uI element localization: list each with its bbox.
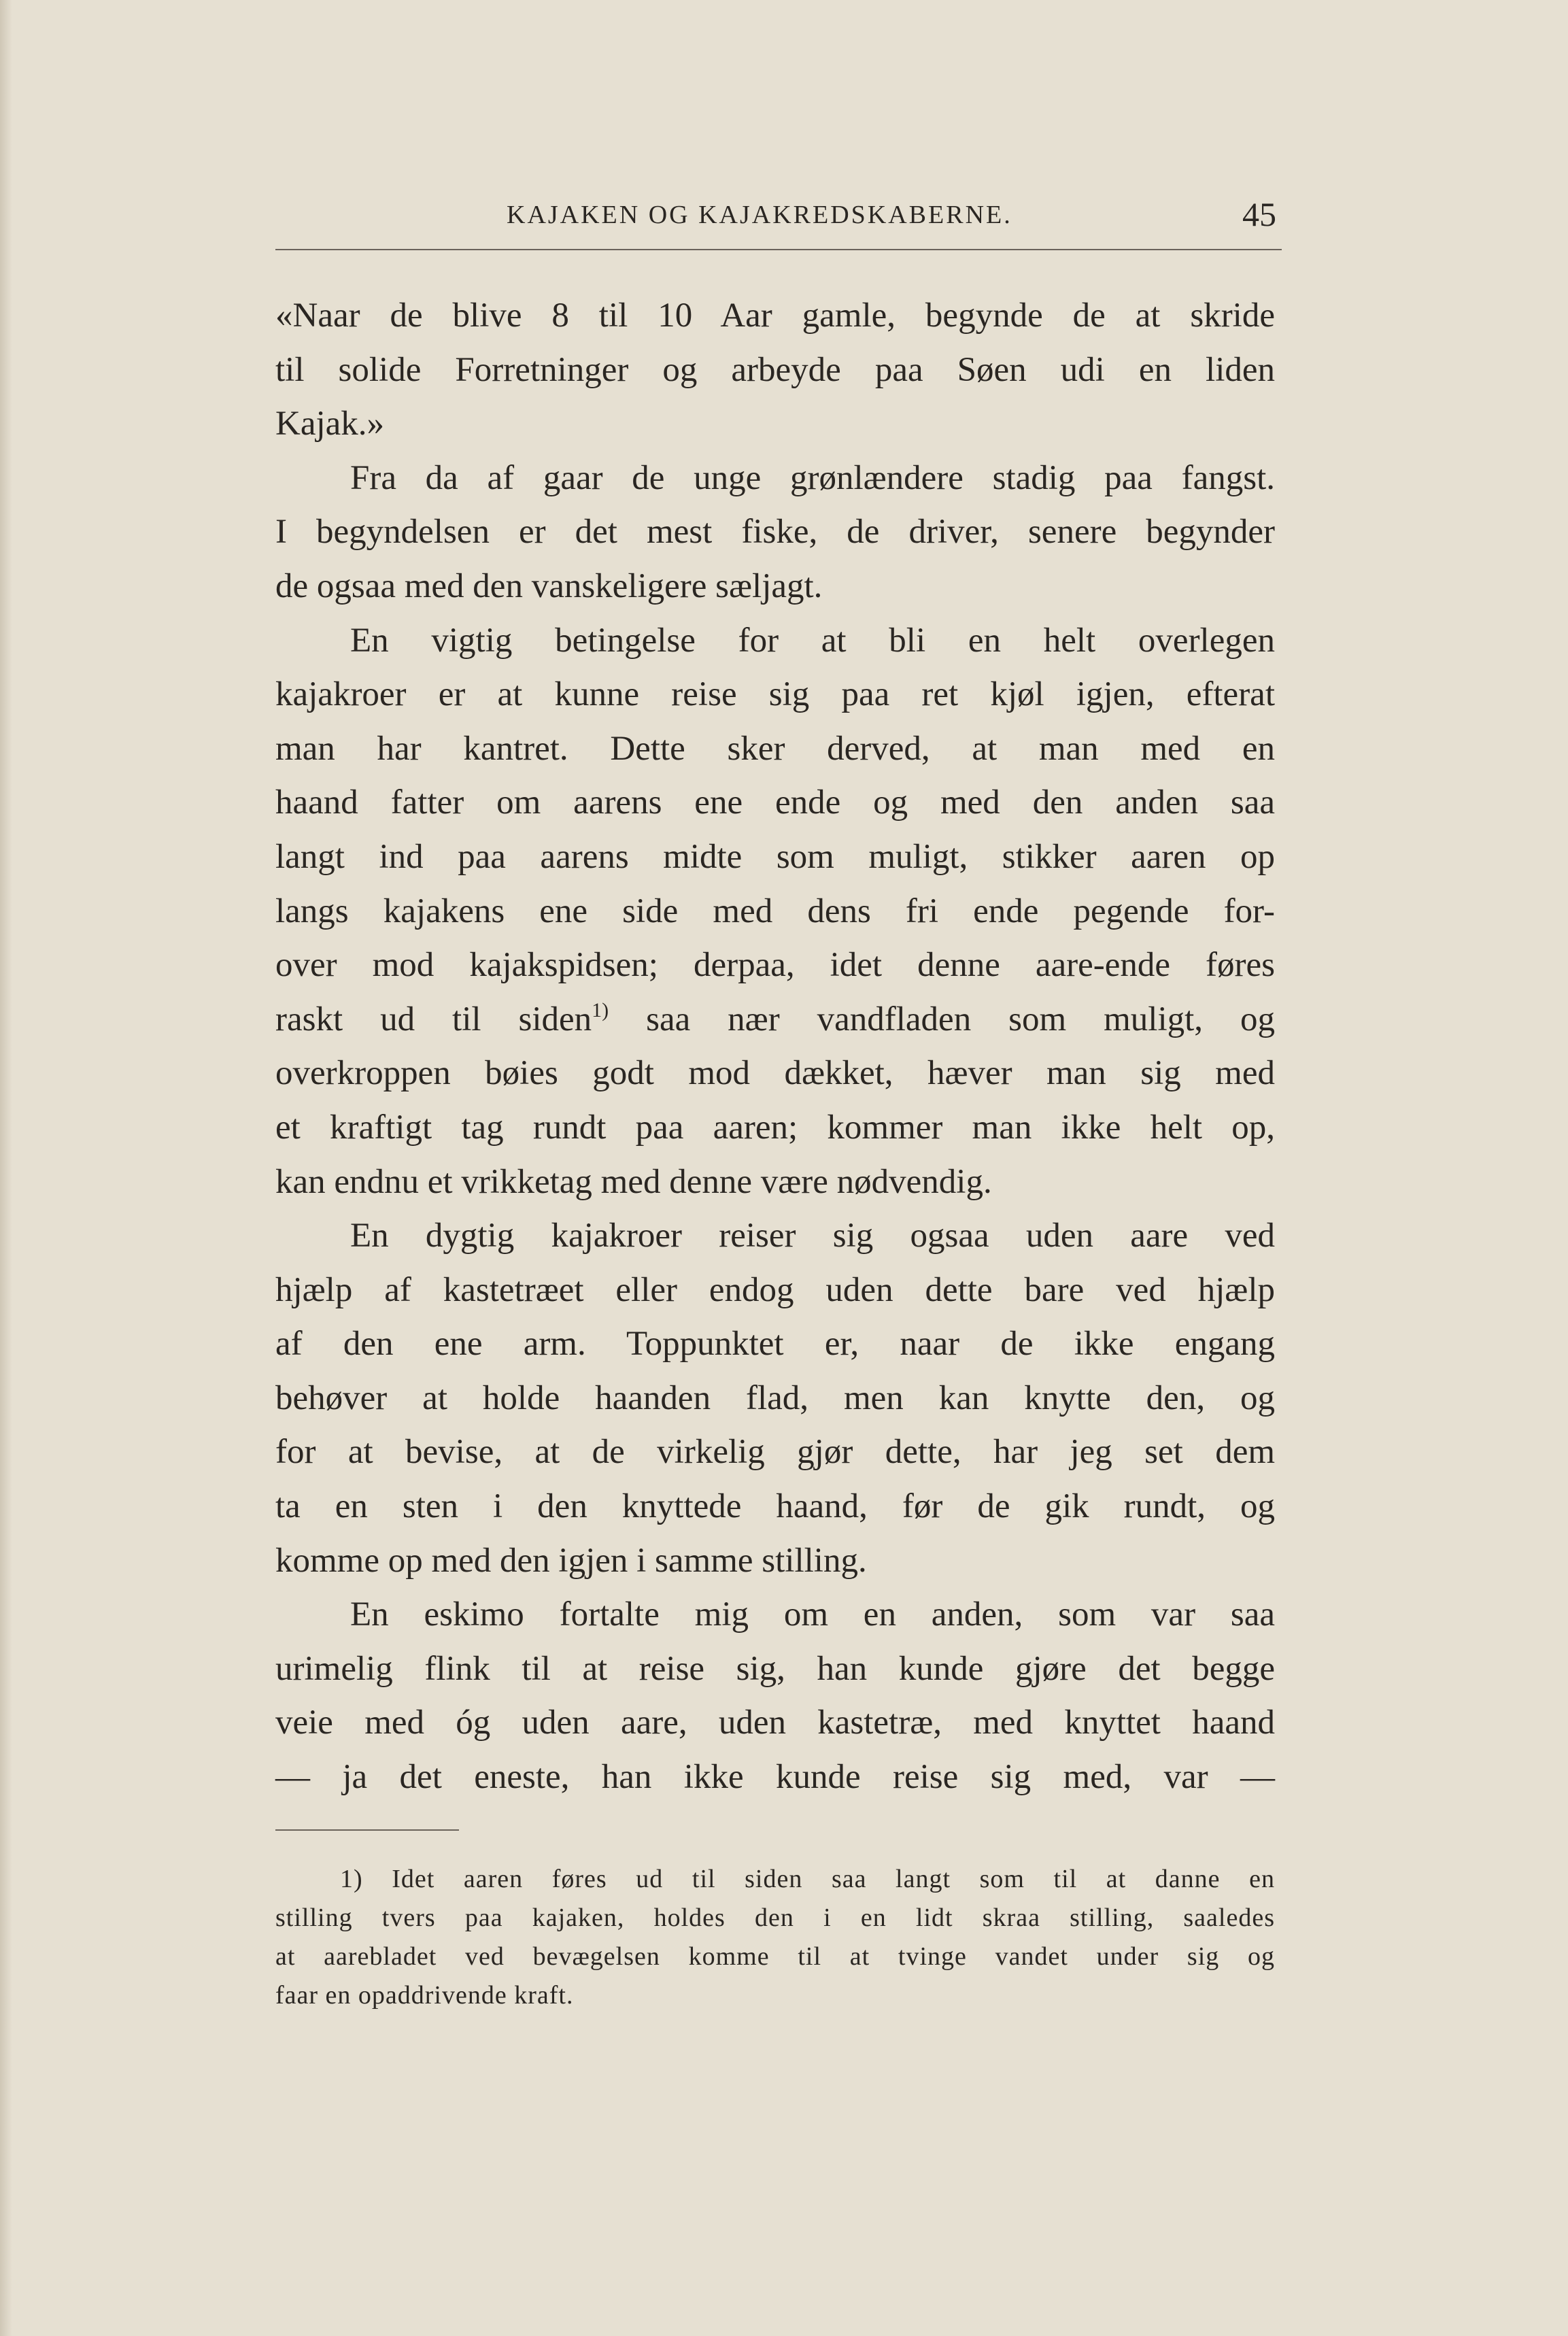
footnote-line: stilling tvers paa kajaken, holdes den i en lidt skraa stilling, saaledes — [275, 1903, 1275, 1932]
text-line: haand fatter om aarens ene ende og med den anden saa — [275, 783, 1275, 822]
text-line: veie med óg uden aare, uden kastetræ, med knyttet haand — [275, 1704, 1275, 1742]
page-number: 45 — [1242, 195, 1276, 233]
header-rule — [275, 249, 1282, 250]
footnote-line: at aarebladet ved bevægelsen komme til at tvinge vandet under sig og — [275, 1942, 1275, 1971]
footnote-rule — [275, 1829, 459, 1831]
text-line: komme op med den igjen i samme stilling. — [275, 1541, 867, 1580]
text-line: En eskimo fortalte mig om en anden, som var saa — [350, 1595, 1275, 1634]
text-line: I begyndelsen er det mest fiske, de driver, senere begynder — [275, 513, 1275, 552]
footnote-marker: 1) — [340, 1865, 363, 1893]
text-line: kajakroer er at kunne reise sig paa ret kjøl igjen, efterat — [275, 675, 1275, 714]
text-segment: raskt ud til siden — [275, 1000, 592, 1038]
text-line: over mod kajakspidsen; derpaa, idet denne aare-ende føres — [275, 946, 1275, 985]
text-line: behøver at holde haanden flad, men kan knytte den, og — [275, 1378, 1275, 1417]
text-line: et kraftigt tag rundt paa aaren; kommer man ikke helt op, — [275, 1108, 1275, 1147]
text-line: for at bevise, at de virkelig gjør dette, har jeg set dem — [275, 1433, 1275, 1472]
text-line: ta en sten i den knyttede haand, før de gik rundt, og — [275, 1487, 1275, 1526]
text-line: langs kajakens ene side med dens fri ende pegende for- — [275, 892, 1275, 930]
footnote-line — [275, 1860, 1275, 1899]
footnote-text: Idet aaren føres ud til siden saa langt som til at danne en — [392, 1865, 1275, 1893]
text-line: — ja det eneste, han ikke kunde reise sig med, var — — [275, 1758, 1275, 1797]
text-line: En vigtig betingelse for at bli en helt overlegen — [350, 621, 1275, 660]
text-line: overkroppen bøies godt mod dækket, hæver man sig med — [275, 1054, 1275, 1093]
text-line: Fra da af gaar de unge grønlændere stadig paa fangst. — [350, 458, 1275, 497]
running-title: KAJAKEN OG KAJAKREDSKABERNE. — [507, 201, 1012, 229]
text-line-with-footnote-ref — [275, 993, 1275, 1047]
text-line: «Naar de blive 8 til 10 Aar gamle, begynde de at skride — [275, 297, 1275, 335]
text-line: af den ene arm. Toppunktet er, naar de ikke engang — [275, 1325, 1275, 1364]
text-line: kan endnu et vrikketag med denne være nødvendig. — [275, 1162, 992, 1201]
text-line: urimelig flink til at reise sig, han kunde gjøre det begge — [275, 1649, 1275, 1688]
body-text — [275, 289, 1275, 1805]
text-line: En dygtig kajakroer reiser sig ogsaa uden aare ved — [350, 1217, 1275, 1255]
footnote-line: faar en opaddrivende kraft. — [275, 1981, 574, 2010]
text-line: man har kantret. Dette sker derved, at man med en — [275, 729, 1275, 768]
text-line: hjælp af kastetræet eller endog uden dette bare ved hjælp — [275, 1270, 1275, 1309]
text-segment: saa nær vandfladen som muligt, og — [646, 1000, 1275, 1038]
text-line: Kajak.» — [275, 405, 385, 443]
footnote — [275, 1860, 1275, 2015]
text-line: de ogsaa med den vanskeligere sæljagt. — [275, 566, 823, 605]
text-line: til solide Forretninger og arbeyde paa Søen udi en liden — [275, 350, 1275, 389]
page-header — [275, 194, 1282, 249]
footnote-reference: 1) — [592, 998, 609, 1021]
page-edge — [0, 0, 12, 2336]
text-line: langt ind paa aarens midte som muligt, stikker aaren op — [275, 837, 1275, 876]
